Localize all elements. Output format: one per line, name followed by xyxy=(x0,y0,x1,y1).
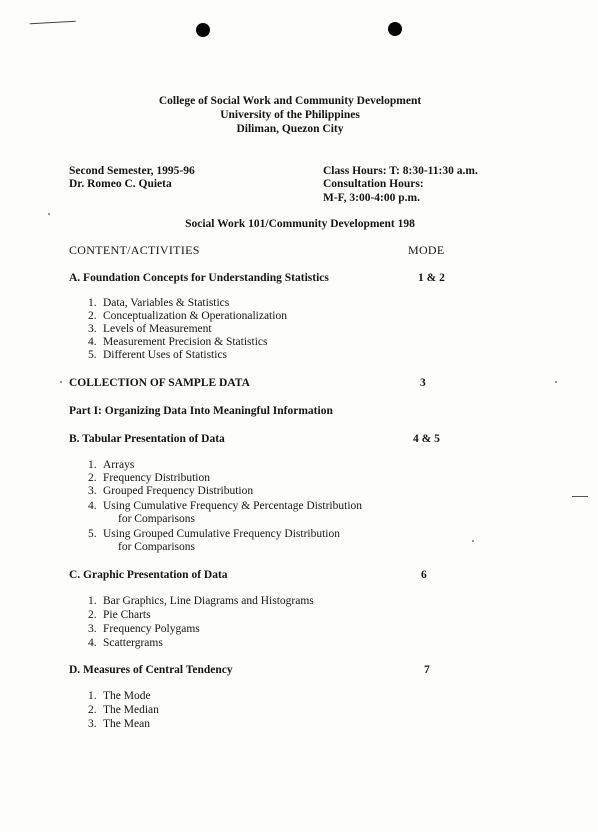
list-item: 3. Grouped Frequency Distribution xyxy=(88,485,254,497)
list-item: 4. Scattergrams xyxy=(88,637,163,649)
section-c-mode: 6 xyxy=(421,569,427,581)
mode-column-heading: MODE xyxy=(408,243,445,257)
scan-speck xyxy=(48,213,50,215)
course-title: Social Work 101/Community Development 198 xyxy=(185,218,415,230)
list-item: 1. Data, Variables & Statistics xyxy=(88,297,230,309)
list-item: 3. Frequency Polygams xyxy=(88,623,200,635)
university-location: Diliman, Quezon City xyxy=(236,123,344,135)
content-column-heading: CONTENT/ACTIVITIES xyxy=(69,243,200,257)
section-a-mode: 1 & 2 xyxy=(418,272,445,284)
list-item: 1. Arrays xyxy=(88,459,135,471)
scan-mark-right xyxy=(572,496,588,497)
list-item-continuation: for Comparisons xyxy=(118,513,195,525)
list-item-continuation: for Comparisons xyxy=(118,541,195,553)
scan-speck xyxy=(60,381,62,383)
section-c-title: C. Graphic Presentation of Data xyxy=(69,569,228,581)
consultation-hours-label: Consultation Hours: xyxy=(323,178,424,190)
section-d-title: D. Measures of Central Tendency xyxy=(69,664,233,676)
scan-speck xyxy=(555,381,557,383)
list-item: 3. Levels of Measurement xyxy=(88,323,212,335)
section-a-title: A. Foundation Concepts for Understanding Statistics xyxy=(69,272,329,284)
class-hours: Class Hours: T: 8:30-11:30 a.m. xyxy=(323,165,478,177)
collection-mode: 3 xyxy=(420,377,426,389)
scan-speck xyxy=(472,540,474,542)
section-d-mode: 7 xyxy=(424,664,430,676)
consultation-hours-time: M-F, 3:00-4:00 p.m. xyxy=(323,192,420,204)
punch-hole-right xyxy=(388,22,402,36)
list-item: 3. The Mean xyxy=(88,718,150,730)
list-item: 1. Bar Graphics, Line Diagrams and Histograms xyxy=(88,595,314,607)
section-b-title: B. Tabular Presentation of Data xyxy=(69,433,225,445)
list-item: 5. Different Uses of Statistics xyxy=(88,349,228,361)
punch-hole-left xyxy=(196,23,210,37)
instructor-name: Dr. Romeo C. Quieta xyxy=(69,178,172,190)
list-item: 4. Using Cumulative Frequency & Percentage Distribution xyxy=(88,500,363,512)
scan-mark-top-left xyxy=(30,21,77,34)
part-1-title: Part I: Organizing Data Into Meaningful Information xyxy=(69,405,333,417)
list-item: 2. Frequency Distribution xyxy=(88,472,210,484)
list-item: 1. The Mode xyxy=(88,690,151,702)
list-item: 2. Conceptualization & Operationalization xyxy=(88,310,287,322)
university-name: University of the Philippines xyxy=(220,109,360,121)
list-item: 2. Pie Charts xyxy=(88,609,151,621)
section-b-mode: 4 & 5 xyxy=(413,433,440,445)
list-item: 2. The Median xyxy=(88,704,159,716)
list-item: 4. Measurement Precision & Statistics xyxy=(88,336,268,348)
collection-title: COLLECTION OF SAMPLE DATA xyxy=(69,377,250,389)
list-item: 5. Using Grouped Cumulative Frequency Distribution xyxy=(88,528,340,540)
college-name: College of Social Work and Community Development xyxy=(158,95,422,107)
semester: Second Semester, 1995-96 xyxy=(69,165,195,177)
